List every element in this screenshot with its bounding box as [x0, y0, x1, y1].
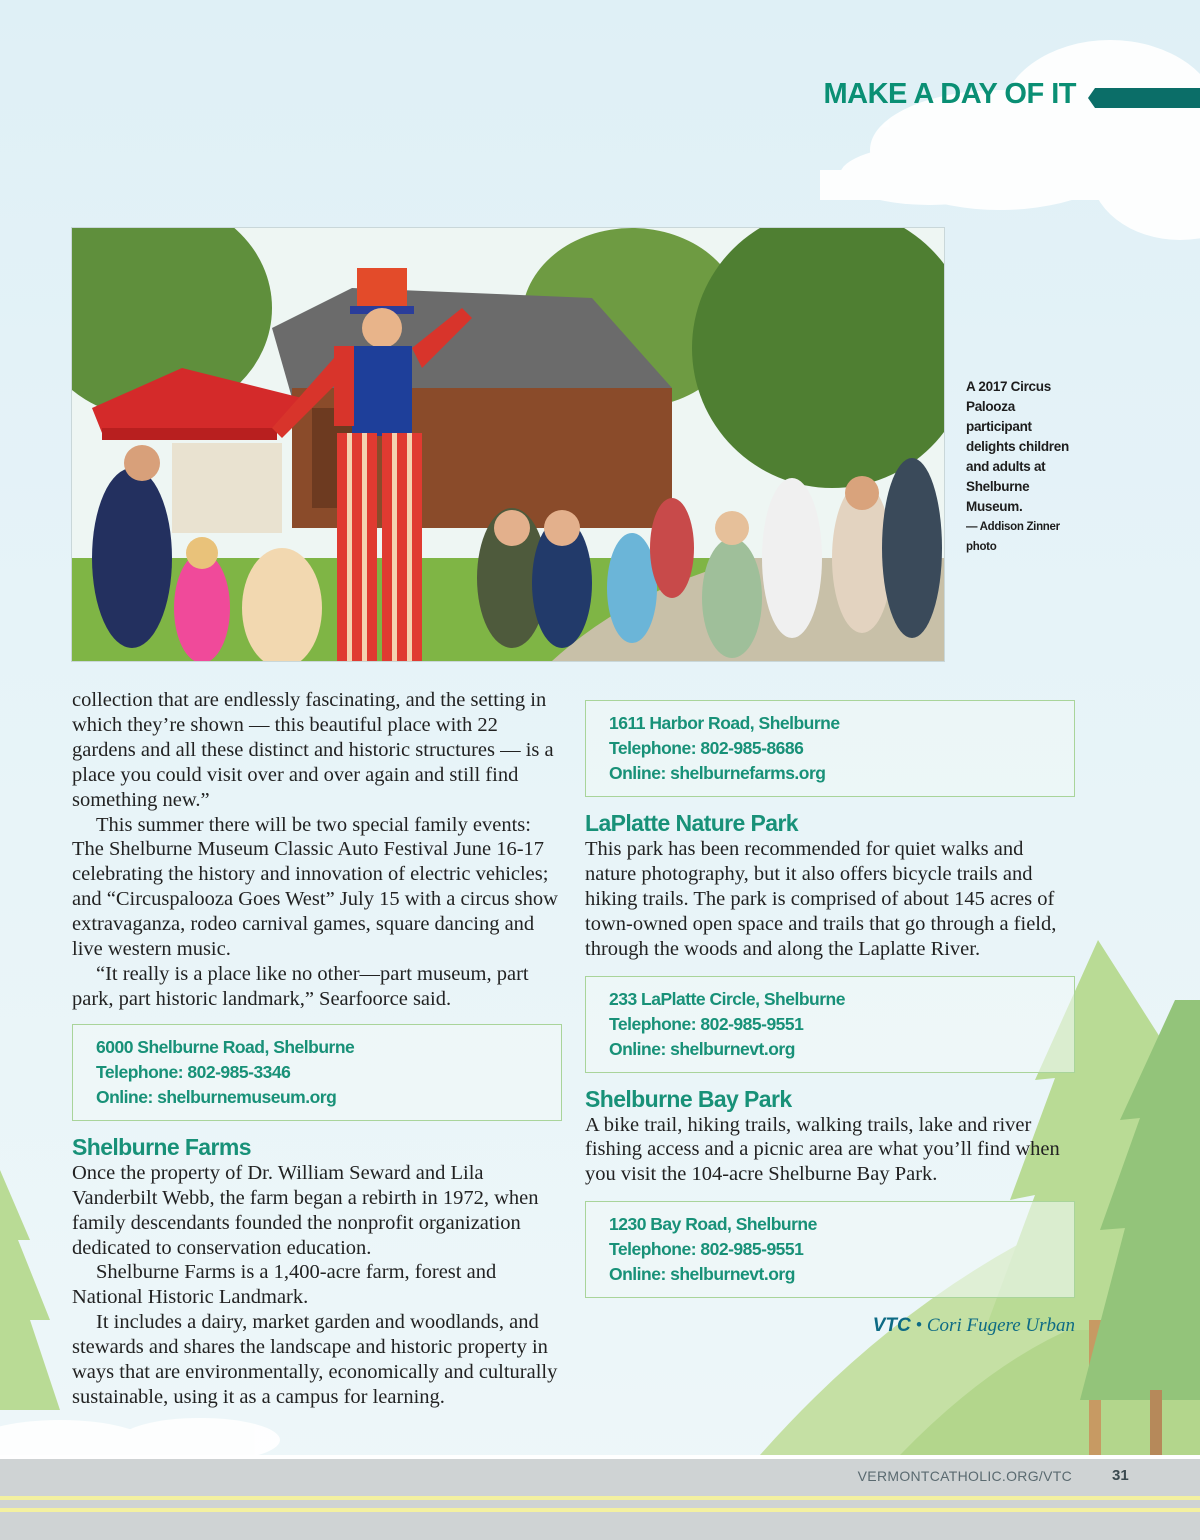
telephone-text: Telephone: 802-985-9551 — [609, 1013, 804, 1034]
photo-caption — [966, 377, 1081, 557]
section-heading: LaPlatte Nature Park — [585, 810, 798, 836]
telephone-text: Telephone: 802-985-8686 — [609, 738, 804, 758]
body-paragraph: A bike trail, hiking trails, walking trails, lake and river fishing access and a picnic area are what you’ll find when you visit the 104-acre Shelburne Bay Park. — [585, 1113, 1060, 1186]
caption-text: A 2017 Circus Palooza participant delights children and adults at Shelburne Museum. — [966, 379, 1069, 514]
photo-credit: — Addison Zinner photo — [966, 521, 1060, 553]
address-text: 6000 Shelburne Road, Shelburne — [96, 1036, 355, 1057]
event-photo — [71, 227, 945, 662]
museum-info-box — [72, 1024, 562, 1121]
telephone-text: Telephone: 802-985-3346 — [96, 1061, 291, 1082]
body-paragraph: Once the property of Dr. William Seward and Lila Vanderbilt Webb, the farm began a rebirth in 1972, when family descendants founded the nonprofit organization dedicated to conservation education. — [72, 1161, 539, 1259]
publication-name: VTC — [872, 1315, 911, 1336]
telephone-text: Telephone: 802-985-9551 — [609, 1239, 804, 1260]
section-heading: Shelburne Bay Park — [585, 1085, 792, 1112]
author-name: Cori Fugere Urban — [926, 1315, 1075, 1336]
baypark-info-box — [585, 1201, 1075, 1298]
footer-url[interactable]: VERMONTCATHOLIC.ORG/VTC — [857, 1468, 1072, 1484]
address-text: 1230 Bay Road, Shelburne — [609, 1214, 817, 1235]
body-paragraph: It includes a dairy, market garden and woodlands, and stewards and shares the landscape and historic property in ways that are environmentally, economically and culturally sustainable, using it as a campus for learning. — [72, 1311, 558, 1408]
body-paragraph: collection that are endlessly fascinating, and the setting in which they’re shown — this beautiful place with 22 gardens and all these distinct and historic structures — is a place you could visit over and over again and still find something new.” — [72, 689, 554, 811]
body-paragraph: “It really is a place like no other—part museum, part park, part historic landmark,” Searfoorce said. — [72, 962, 529, 1010]
body-paragraph: This summer there will be two special family events: The Shelburne Museum Classic Auto Festival June 16-17 celebrating the history and innovation of electric vehicles; and “Circuspalooza Goes West” July 15 with a circus show extravaganza, rodeo carnival games, square dancing and live western music. — [72, 813, 558, 961]
website-link[interactable]: Online: shelburnevt.org — [609, 1038, 795, 1059]
section-heading: Shelburne Farms — [72, 1133, 251, 1160]
address-text: 1611 Harbor Road, Shelburne — [609, 713, 840, 733]
section-title: MAKE A DAY OF IT — [823, 78, 1076, 110]
byline-separator: • — [910, 1315, 927, 1336]
website-link[interactable]: Online: shelburnevt.org — [609, 1264, 795, 1285]
address-text: 233 LaPlatte Circle, Shelburne — [609, 988, 845, 1009]
body-paragraph: This park has been recommended for quiet walks and nature photography, but it also offers bicycle trails and hiking trails. The park is comprised of about 145 acres of town-owned open space and trails that go through a field, through the woods and along the Laplatte River. — [585, 838, 1057, 960]
website-link[interactable]: Online: shelburnemuseum.org — [96, 1086, 337, 1107]
page-number: 31 — [1112, 1467, 1129, 1484]
laplatte-info-box — [585, 976, 1075, 1073]
left-column — [72, 688, 562, 1410]
article-byline — [873, 1315, 1075, 1337]
farms-info-box — [585, 700, 1075, 797]
header-bar — [1088, 88, 1200, 108]
website-link[interactable]: Online: shelburnefarms.org — [609, 763, 826, 783]
cloud-illustration — [820, 40, 1200, 240]
body-paragraph: Shelburne Farms is a 1,400-acre farm, forest and National Historic Landmark. — [72, 1261, 497, 1309]
right-column — [585, 700, 1075, 1298]
tree-illustration-left — [0, 1170, 60, 1410]
